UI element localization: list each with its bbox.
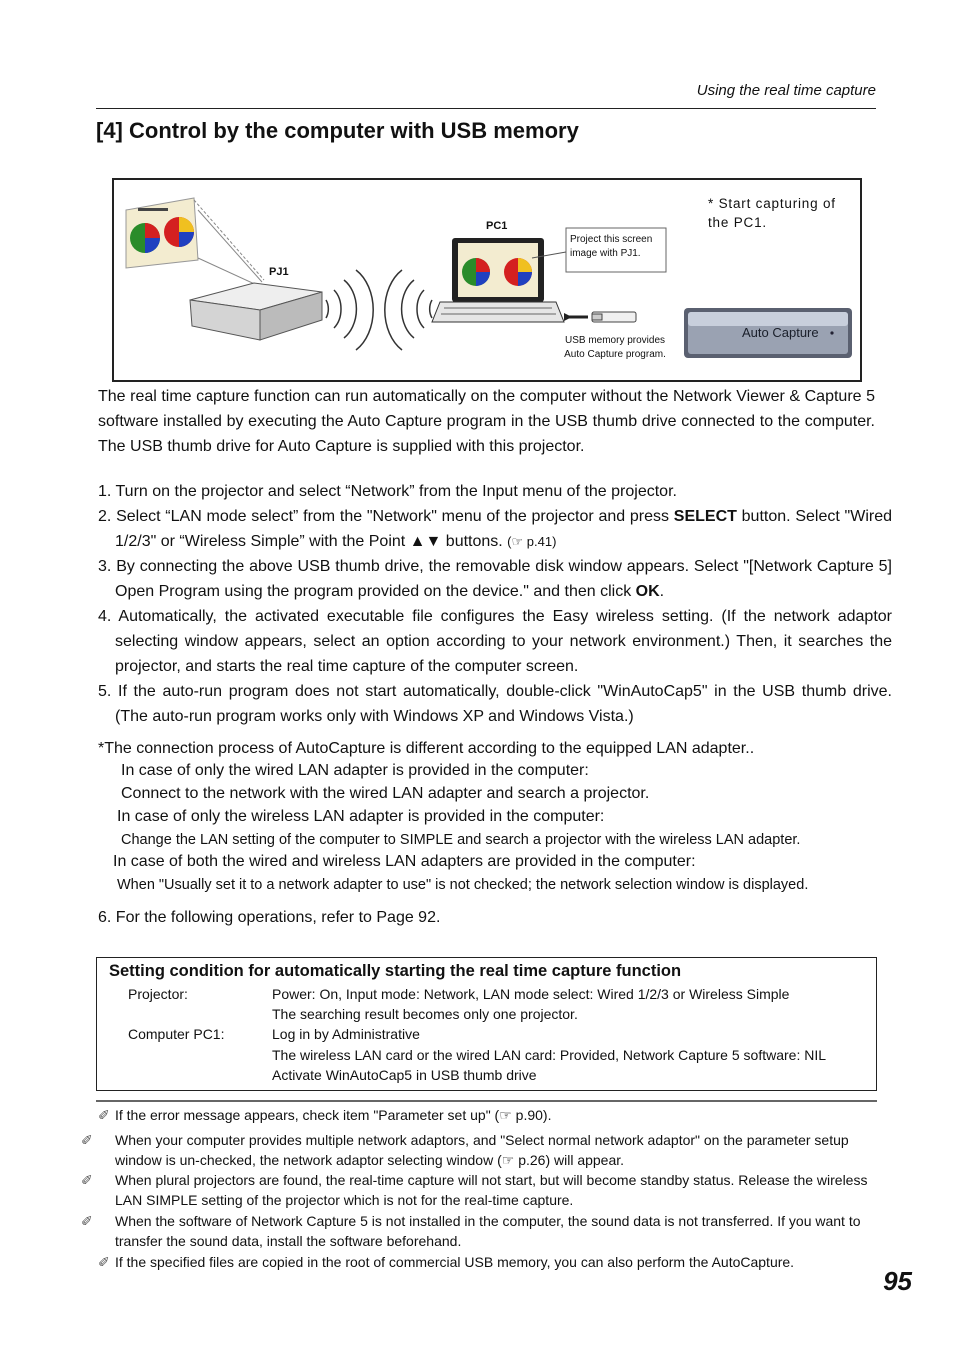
hint-2-text: When your computer provides multiple network adaptors, and "Select normal network adaptor" on the parameter setup window is un-checked, the network adaptor selecting window (☞ p.26) will appear.	[115, 1132, 849, 1168]
page-number: 95	[883, 1266, 912, 1296]
step-6: 6. For the following operations, refer to Page 92.	[98, 909, 441, 926]
hint-3-text: When plural projectors are found, the real-time capture will not start, but will become standby status. Release the wireless LAN SIMPLE setting of the projector which is not for the real-time capture.	[115, 1172, 868, 1208]
projection-beam	[198, 210, 262, 282]
step-2-text-b: button. Select "Wired 1/2/3" or “Wireless Simple” with the Point ▲▼ buttons.	[115, 508, 892, 550]
pencil-icon: ✐	[81, 1172, 93, 1188]
diagram-figure	[112, 178, 862, 382]
page-title: [4] Control by the computer with USB memory	[96, 118, 579, 143]
step-2	[98, 504, 892, 554]
pc1-label: PC1	[486, 220, 508, 232]
projector-value-2: The searching result becomes only one projector.	[272, 1006, 578, 1022]
projector-pj1	[190, 283, 322, 340]
usb-caption: USB memory provides Auto Capture program.	[564, 335, 666, 360]
step-1: 1. Turn on the projector and select “Network” from the Input menu of the projector.	[98, 483, 677, 500]
usb-stick	[564, 312, 636, 322]
pj1-label: PJ1	[269, 266, 289, 278]
step-3-text-a: 3. By connecting the above USB thumb drive, the removable disk window appears. Select "[Network Capture 5] Open Program using the program provided on the device." and then click	[98, 558, 892, 600]
pc-label: Computer PC1:	[128, 1026, 225, 1042]
pencil-icon: ✐	[98, 1254, 110, 1270]
note-intro: *The connection process of AutoCapture is different according to the equipped LAN adapter..	[98, 740, 755, 757]
wireless-waves-right	[385, 270, 432, 350]
note-both-heading: In case of both the wired and wireless LAN adapters are provided in the computer:	[113, 853, 696, 870]
wireless-waves-left	[326, 270, 373, 350]
hints-rule	[96, 1100, 877, 1102]
projector-label: Projector:	[128, 986, 188, 1002]
pc-value-3: Activate WinAutoCap5 in USB thumb drive	[272, 1067, 537, 1083]
hint-2	[81, 1130, 892, 1170]
hint-4-text: When the software of Network Capture 5 is not installed in the computer, the sound data is not transferred. If you want to transfer the sound data, install the software beforehand.	[115, 1213, 861, 1249]
condition-title: Setting condition for automatically starting the real time capture function	[109, 962, 682, 980]
pencil-icon: ✐	[98, 1107, 110, 1123]
step-3-text-b: .	[659, 583, 665, 600]
header-rule	[96, 108, 876, 109]
intro-paragraph: The real time capture function can run automatically on the computer without the Network Viewer & Capture 5 software installed by executing the Auto Capture program in the USB thumb drive connected to the computer. The USB thumb drive for Auto Capture is supplied with this projector.	[98, 388, 875, 455]
note-wireless-action: Change the LAN setting of the computer to SIMPLE and search a projector with the wireless LAN adapter.	[121, 832, 801, 848]
pc-value-1: Log in by Administrative	[272, 1026, 420, 1042]
step-4: 4. Automatically, the activated executable file configures the Easy wireless setting. (If the network adaptor selecting window appears, select an option according to your network environment.) Then, it searches the projector, and starts the real time capture of the computer screen.	[98, 608, 892, 675]
hint-5	[98, 1252, 875, 1272]
note-wired-heading: In case of only the wired LAN adapter is provided in the computer:	[121, 762, 589, 779]
figure-note: * Start capturing of the PC1.	[708, 196, 836, 230]
step-2-text-a: 2. Select “LAN mode select” from the "Network" menu of the projector and press	[98, 508, 674, 525]
hint-1	[98, 1105, 875, 1125]
setting-condition-box	[96, 957, 877, 1091]
step-5: 5. If the auto-run program does not start automatically, double-click "WinAutoCap5" in the USB thumb drive. (The auto-run program works only with Windows XP and Windows Vista.)	[98, 683, 892, 725]
step-3	[98, 554, 892, 604]
running-header: Using the real time capture	[696, 82, 876, 99]
note-wired-action: Connect to the network with the wired LAN adapter and search a projector.	[121, 785, 650, 802]
pencil-icon: ✐	[81, 1132, 93, 1148]
select-keyword: SELECT	[673, 508, 737, 525]
ok-keyword: OK	[635, 583, 660, 600]
hint-3	[81, 1170, 892, 1210]
projected-screen	[126, 198, 198, 268]
auto-capture-label: Auto Capture	[742, 325, 819, 340]
hint-1-text: If the error message appears, check item "Parameter set up" (☞ p.90).	[115, 1107, 552, 1123]
callout-text: Project this screen image with PJ1.	[570, 234, 653, 259]
step-2-page-ref: (☞ p.41)	[507, 534, 557, 549]
note-wireless-heading: In case of only the wireless LAN adapter is provided in the computer:	[117, 808, 605, 825]
hint-4	[81, 1211, 892, 1251]
pc-value-2: The wireless LAN card or the wired LAN card: Provided, Network Capture 5 software: NIL	[272, 1047, 827, 1063]
laptop-pc1	[432, 238, 564, 322]
hint-5-text: If the specified files are copied in the root of commercial USB memory, you can also perform the AutoCapture.	[115, 1254, 795, 1270]
note-both-action: When "Usually set it to a network adapter to use" is not checked; the network selection window is displayed.	[117, 877, 809, 893]
projector-value-1: Power: On, Input mode: Network, LAN mode select: Wired 1/2/3 or Wireless Simple	[272, 986, 790, 1002]
pencil-icon: ✐	[81, 1213, 93, 1229]
